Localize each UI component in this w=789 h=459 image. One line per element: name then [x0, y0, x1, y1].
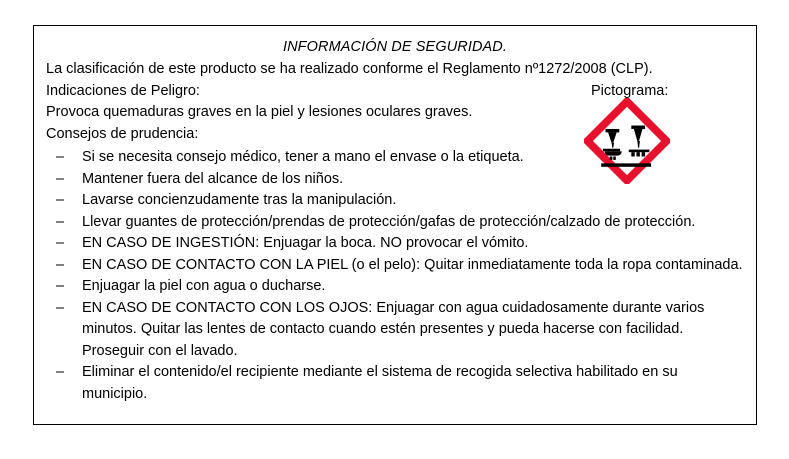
- hazard-statement-text: Provoca quemaduras graves en la piel y lesiones oculares graves.: [46, 104, 473, 120]
- list-item: [44, 298, 746, 363]
- bullet-dash: –: [56, 170, 65, 187]
- list-item-label: Si se necesita consejo médico, tener a mano el envase o la etiqueta.: [82, 149, 524, 165]
- list-item-label: Lavarse concienzudamente tras la manipulación.: [82, 192, 397, 208]
- bullet-dash: –: [56, 235, 65, 251]
- precautionary-statements-heading: Consejos de prudencia:: [46, 125, 199, 142]
- list-item-label: Enjuagar la piel con agua o ducharse.: [82, 278, 326, 294]
- list-item-label: EN CASO DE INGESTIÓN: Enjuagar la boca. NO provocar el vómito.: [82, 235, 529, 251]
- page-title: INFORMACIÓN DE SEGURIDAD.: [282, 39, 508, 55]
- bullet-dash: –: [56, 256, 65, 273]
- precautionary-statements-list: [44, 147, 746, 405]
- list-item-label: Llevar guantes de protección/prendas de protección/gafas de protección/calzado de protección.: [82, 213, 696, 230]
- list-item: [44, 190, 746, 212]
- ghs05-corrosion-icon: [584, 98, 670, 184]
- bullet-dash: –: [56, 192, 65, 208]
- safety-information-box: [33, 25, 757, 425]
- bullet-dash: –: [56, 299, 65, 316]
- bullet-dash: –: [56, 213, 65, 230]
- list-item: [44, 212, 746, 234]
- list-item-label: EN CASO DE CONTACTO CON LA PIEL (o el pelo): Quitar inmediatamente toda la ropa contaminada.: [82, 256, 743, 273]
- pictogram-label: Pictograma:: [591, 82, 669, 99]
- list-item-label: Mantener fuera del alcance de los niños.: [82, 170, 344, 187]
- list-item-label: EN CASO DE CONTACTO CON LOS OJOS: Enjuagar con agua cuidadosamente durante varios minutos. Quitar las lentes de contacto cuando estén presentes y pueda hacerse con facilidad. Proseguir con el lavado.: [82, 299, 705, 359]
- list-item: [44, 362, 746, 405]
- list-item: [44, 255, 746, 277]
- hazard-statements-heading: Indicaciones de Peligro:: [46, 82, 200, 99]
- list-item: [44, 276, 746, 298]
- bullet-dash: –: [56, 149, 65, 165]
- bullet-dash: –: [56, 278, 65, 294]
- list-item-label: Eliminar el contenido/el recipiente mediante el sistema de recogida selectiva habilitado en su municipio.: [82, 364, 678, 402]
- list-item: [44, 233, 746, 255]
- bullet-dash: –: [56, 364, 65, 380]
- classification-statement: La clasificación de este producto se ha realizado conforme el Reglamento nº1272/2008 (CLP).: [46, 61, 653, 77]
